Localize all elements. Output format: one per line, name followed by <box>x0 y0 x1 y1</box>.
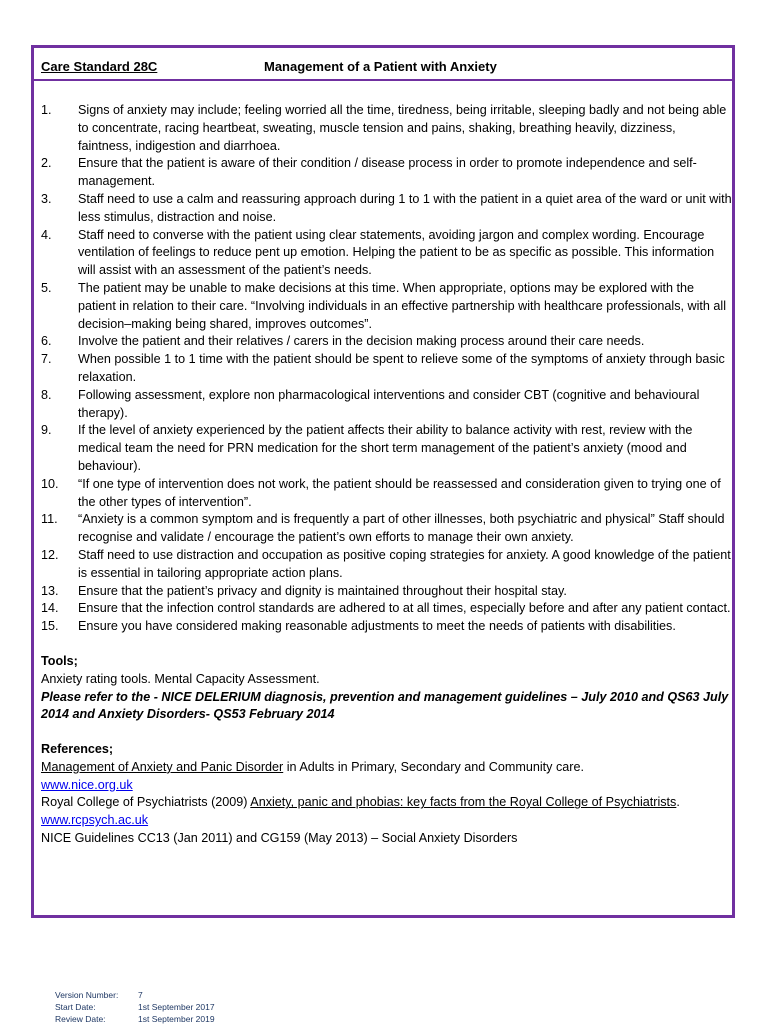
list-item <box>41 476 733 512</box>
list-item <box>41 547 733 583</box>
item-number: 3. <box>41 191 52 206</box>
care-standard-frame <box>31 45 735 918</box>
item-text: Signs of anxiety may include; feeling worried all the time, tiredness, being irritable, sleeping badly and not being able to concentrate, racing heartbeat, sweating, muscle tension and pains, shaking, breathing heavily, dizziness, faintness, indigestion and diarrhoea. <box>78 103 727 153</box>
item-number: 15. <box>41 619 59 634</box>
version-value: 7 <box>138 990 143 1000</box>
item-text: Ensure that the patient is aware of their condition / disease process in order to promote independence and self-management. <box>78 156 697 189</box>
tools-refer-note: Please refer to the - NICE DELERIUM diagnosis, prevention and management guidelines – July 2010 and QS63 July 2014 and Anxiety Disorders- QS53 February 2014 <box>41 689 729 722</box>
item-text: Following assessment, explore non pharmacological interventions and consider CBT (cognitive and behavioural therapy). <box>78 387 700 420</box>
document-title: Management of a Patient with Anxiety <box>264 59 497 74</box>
item-text: When possible 1 to 1 time with the patient should be spent to relieve some of the symptoms of anxiety through basic relaxation. <box>78 352 725 384</box>
list-item <box>41 422 733 475</box>
item-text: Involve the patient and their relatives / carers in the decision making process around their care needs. <box>78 334 645 349</box>
list-item <box>41 155 733 191</box>
start-date-value: 1st September 2017 <box>138 1002 215 1012</box>
list-item <box>41 387 733 423</box>
list-item <box>41 280 733 333</box>
standard-code: Care Standard 28C <box>41 59 158 74</box>
item-text: The patient may be unable to make decisions at this time. When appropriate, options may be explored with the patient in relation to their care. “Involving individuals in an effective partnership with healthcare professionals, with all decision–making being shared, improves outcomes”. <box>78 280 726 331</box>
reference-2 <box>41 794 733 830</box>
item-number: 1. <box>41 103 52 117</box>
tools-line: Anxiety rating tools. Mental Capacity Assessment. <box>41 671 320 686</box>
tools-section <box>41 653 733 724</box>
guidance-list <box>41 102 733 636</box>
item-text: “Anxiety is a common symptom and is frequently a part of other illnesses, both psychiatric and physical” Staff should recognise and validate / encourage the patient’s own efforts to manage their own anxiety. <box>78 512 725 545</box>
content <box>41 102 733 848</box>
reference-2-prefix: Royal College of Psychiatrists (2009) <box>41 795 251 810</box>
item-number: 13. <box>41 583 59 598</box>
item-number: 6. <box>41 334 52 349</box>
reference-2-link[interactable]: www.rcpsych.ac.uk <box>41 813 149 828</box>
review-date-value: 1st September 2019 <box>138 1014 215 1024</box>
tools-heading: Tools; <box>41 653 78 668</box>
reference-1-title: Management of Anxiety and Panic Disorder <box>41 759 284 774</box>
item-number: 7. <box>41 352 52 367</box>
reference-2-separator: . <box>676 795 680 810</box>
references-heading: References; <box>41 742 114 757</box>
item-text: If the level of anxiety experienced by the patient affects their ability to balance activity with rest, review with the medical team the need for PRN medication for the short term management of the patient’s anxiety (mood and behaviour). <box>78 423 693 473</box>
item-text: Ensure that the patient’s privacy and dignity is maintained throughout their hospital stay. <box>78 583 567 598</box>
item-text: Staff need to use a calm and reassuring approach during 1 to 1 with the patient in a quiet area of the ward or unit with less stimulus, distraction and noise. <box>78 191 732 224</box>
item-number: 14. <box>41 601 59 616</box>
version-label: Version Number: <box>55 990 119 1000</box>
list-item <box>41 351 733 387</box>
list-item <box>41 583 733 601</box>
item-number: 11. <box>41 512 58 527</box>
item-number: 8. <box>41 387 52 402</box>
item-text: “If one type of intervention does not work, the patient should be reassessed and consideration given to trying one of the other types of intervention”. <box>78 476 721 509</box>
start-date-label: Start Date: <box>55 1002 96 1012</box>
references-section <box>41 741 733 848</box>
list-item <box>41 191 733 227</box>
reference-2-title: Anxiety, panic and phobias: key facts from the Royal College of Psychiatrists <box>250 795 677 810</box>
list-item <box>41 511 733 547</box>
reference-1 <box>41 759 733 777</box>
list-item <box>41 227 733 280</box>
item-number: 12. <box>41 547 59 562</box>
reference-3: NICE Guidelines CC13 (Jan 2011) and CG159 (May 2013) – Social Anxiety Disorders <box>41 831 518 846</box>
list-item <box>41 618 733 636</box>
review-date-label: Review Date: <box>55 1014 106 1024</box>
reference-1-rest: in Adults in Primary, Secondary and Community care. <box>283 759 584 774</box>
list-item <box>41 600 733 618</box>
header-row <box>34 48 732 81</box>
item-number: 2. <box>41 156 52 171</box>
list-item <box>41 102 733 155</box>
item-text: Ensure you have considered making reasonable adjustments to meet the needs of patients with disabilities. <box>78 619 676 634</box>
item-number: 10. <box>41 476 59 491</box>
reference-1-link[interactable]: www.nice.org.uk <box>41 777 133 792</box>
item-text: Staff need to converse with the patient using clear statements, avoiding jargon and complex wording. Encourage ventilation of feelings to reduce pent up emotion. Helping the patient to be as specific as possible. This information will assist with an assessment of the patient’s needs. <box>78 227 715 278</box>
item-text: Staff need to use distraction and occupation as positive coping strategies for anxiety. A good knowledge of the patient is essential in tailoring appropriate action plans. <box>78 547 731 580</box>
item-number: 5. <box>41 280 52 295</box>
item-number: 4. <box>41 227 52 242</box>
list-item <box>41 333 733 351</box>
item-number: 9. <box>41 423 52 438</box>
document-footer <box>55 989 215 1025</box>
item-text: Ensure that the infection control standards are adhered to at all times, especially before and after any patient contact. <box>78 601 731 616</box>
